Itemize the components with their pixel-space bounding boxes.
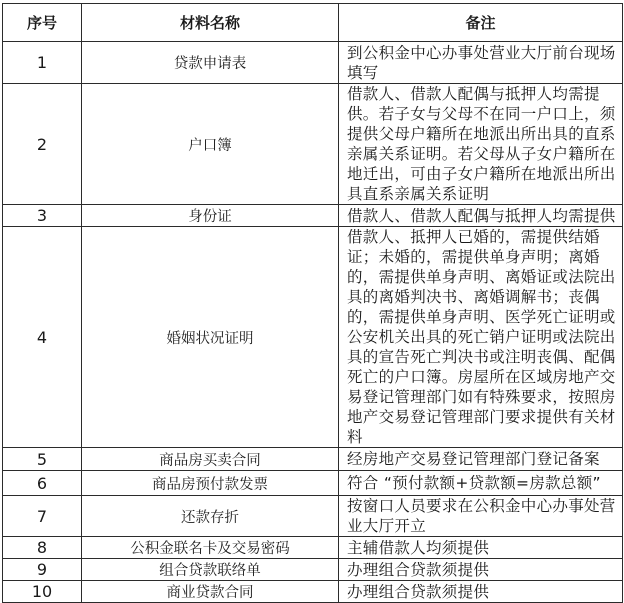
remarks: 按窗口人员要求在公积金中心办事处营业大厅开立 xyxy=(339,496,623,537)
material-name: 公积金联名卡及交易密码 xyxy=(82,537,339,559)
material-name: 还款存折 xyxy=(82,496,339,537)
remarks: 借款人、借款人配偶与抵押人均需提供 xyxy=(339,205,623,227)
header-serial-number: 序号 xyxy=(3,4,82,42)
materials-table xyxy=(2,3,623,603)
table-row xyxy=(3,205,623,227)
serial-number: 1 xyxy=(3,42,82,84)
material-name: 婚姻状况证明 xyxy=(82,227,339,448)
serial-number: 6 xyxy=(3,471,82,496)
material-name: 身份证 xyxy=(82,205,339,227)
serial-number: 4 xyxy=(3,227,82,448)
material-name: 户口簿 xyxy=(82,84,339,205)
table-row xyxy=(3,84,623,205)
serial-number: 5 xyxy=(3,448,82,471)
remarks: 到公积金中心办事处营业大厅前台现场填写 xyxy=(339,42,623,84)
serial-number: 3 xyxy=(3,205,82,227)
remarks: 符合 “预付款额+贷款额=房款总额” xyxy=(339,471,623,496)
remarks: 借款人、抵押人已婚的，需提供结婚证；未婚的，需提供单身声明；离婚的，需提供单身声明、离婚证或法院出具的离婚判决书、离婚调解书；丧偶的，需提供单身声明、医学死亡证明或公安机关出具的死亡销户证明或法院出具的宣告死亡判决书或注明丧偶、配偶死亡的户口簿。房屋所在区域房地产交易登记管理部门如有特殊要求，按照房地产交易登记管理部门要求提供有关材料 xyxy=(339,227,623,448)
table-row xyxy=(3,559,623,581)
table-row xyxy=(3,227,623,448)
remarks: 办理组合贷款须提供 xyxy=(339,581,623,603)
table-row xyxy=(3,42,623,84)
remarks: 主辅借款人均须提供 xyxy=(339,537,623,559)
remarks: 办理组合贷款须提供 xyxy=(339,559,623,581)
material-name: 组合贷款联络单 xyxy=(82,559,339,581)
serial-number: 2 xyxy=(3,84,82,205)
material-name: 贷款申请表 xyxy=(82,42,339,84)
material-name: 商品房买卖合同 xyxy=(82,448,339,471)
remarks: 经房地产交易登记管理部门登记备案 xyxy=(339,448,623,471)
table-row xyxy=(3,581,623,603)
table-row xyxy=(3,496,623,537)
table-row xyxy=(3,537,623,559)
header-material-name: 材料名称 xyxy=(82,4,339,42)
material-name: 商品房预付款发票 xyxy=(82,471,339,496)
table-header-row xyxy=(3,4,623,42)
table-row xyxy=(3,471,623,496)
table-row xyxy=(3,448,623,471)
serial-number: 10 xyxy=(3,581,82,603)
material-name: 商业贷款合同 xyxy=(82,581,339,603)
serial-number: 9 xyxy=(3,559,82,581)
header-remarks: 备注 xyxy=(339,4,623,42)
remarks: 借款人、借款人配偶与抵押人均需提供。若子女与父母不在同一户口上，须提供父母户籍所在地派出所出具的直系亲属关系证明。若父母从子女户籍所在地迁出，可由子女户籍所在地派出所出具直系亲属关系证明 xyxy=(339,84,623,205)
serial-number: 7 xyxy=(3,496,82,537)
serial-number: 8 xyxy=(3,537,82,559)
